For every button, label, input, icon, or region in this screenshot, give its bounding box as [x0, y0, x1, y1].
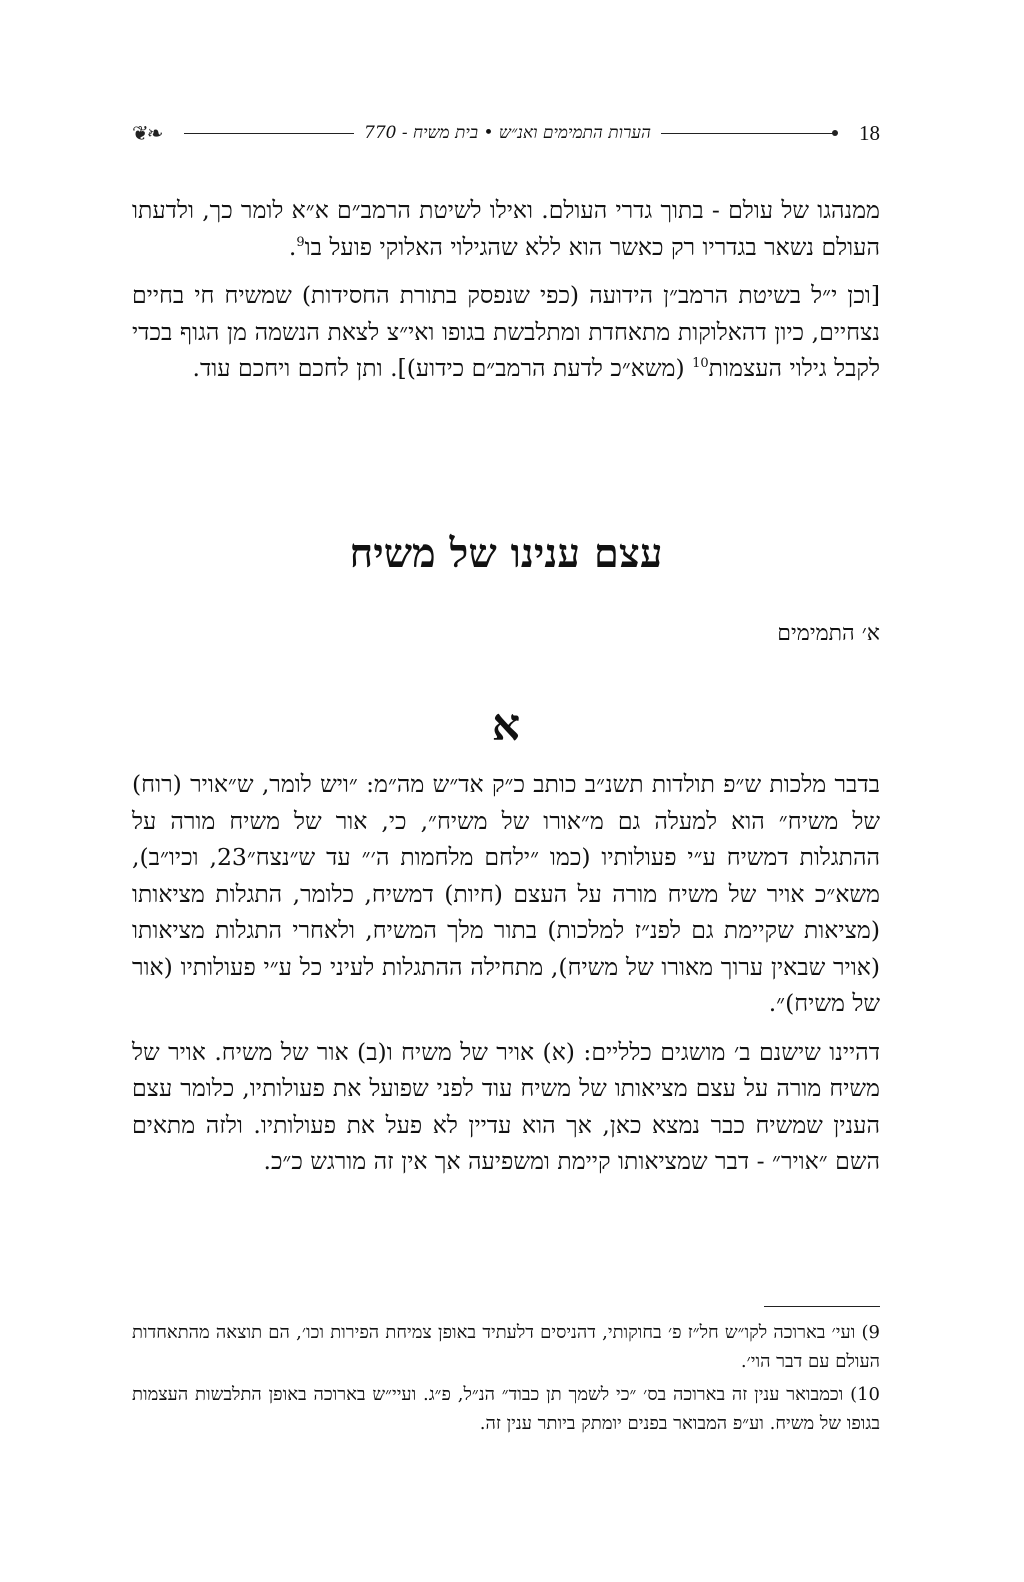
- footnote-divider: [764, 1306, 880, 1307]
- page-number: 18: [859, 120, 880, 145]
- footnote-10: 10) וכמבואר ענין זה בארוכה בס׳ ״כי לשמך תן כבוד״ הנ״ל, פ״ג. ועיי״ש בארוכה באופן התלבשות העצמות בגופו של משיח. וע״פ המבואר בפנים יומתק ביותר ענין זה.: [132, 1384, 880, 1434]
- section-author: א׳ התמימים: [777, 621, 880, 646]
- intro-text: [132, 192, 880, 387]
- footnote-9: 9) ועי׳ בארוכה לקו״ש חל״ז פ׳ בחוקותי, דהניסים דלעתיד באופן צמיחת הפירות וכו׳, הם תוצאה מהתאחדות העולם עם דבר הוי׳.: [132, 1322, 880, 1372]
- ornament-icon: ❦❧: [132, 121, 162, 145]
- body-paragraph-2: דהיינו שישנם ב׳ מושגים כלליים: (א) אויר של משיח ו(ב) אור של משיח. אויר של משיח מורה על עצם מציאותו של משיח עוד לפני שפועל את פעולותיו, כלומר עצם הענין שמשיח כבר נמצא כאן, אך הוא עדיין לא פעל את פעולותיו. ולזה מתאים השם ״אויר״ - דבר שמציאותו קיימת ומשפיעה אך אין זה מורגש כ״כ.: [132, 1037, 880, 1175]
- body-text: [132, 766, 880, 1180]
- bullet-icon: [832, 130, 838, 136]
- section-letter: א: [491, 700, 521, 751]
- running-header: [132, 118, 880, 148]
- footnote-ref-10[interactable]: 10: [692, 356, 709, 372]
- footnote-ref-9[interactable]: 9: [296, 234, 305, 250]
- intro-paragraph-1: ממנהגו של עולם - בתוך גדרי העולם. ואילו לשיטת הרמב״ם א״א לומר כך, ולדעתו העולם נשאר בגדריו רק כאשר הוא ללא שהגילוי האלוקי פועל בו$^9$.: [132, 196, 880, 261]
- body-paragraph-1: בדבר מלכות ש״פ תולדות תשנ״ב כותב כ״ק אד״ש מה״מ: ״ויש לומר, ש״אויר (רוח) של משיח״ הוא למעלה גם מ״אורו של משיח״, כי, אור של משיח מורה על ההתגלות דמשיח ע״י פעולותיו (כמו ״ילחם מלחמות ה׳״ עד ש״נצח״23, וכיו״ב), משא״כ אויר של משיח מורה על העצם (חיות) דמשיח, כלומר, התגלות מציאותו (מציאות שקיימת גם לפנ״ז למלכות) בתור מלך המשיח, ולאחרי התגלות מציאותו (אויר שבאין ערוך מאורו של משיח), מתחילה ההתגלות לעיני כל ע״י פעולותיו (אור של משיח)״.: [132, 770, 880, 1017]
- footnotes: [132, 1318, 880, 1442]
- running-title: הערות התמימים ואנ״ש • בית משיח - 770: [364, 123, 651, 143]
- section-title: עצם ענינו של משיח: [349, 530, 663, 577]
- intro-paragraph-2: [וכן י״ל בשיטת הרמב״ן הידועה (כפי שנפסק בתורת החסידות) שמשיח חי בחיים נצחיים, כיון דהאלוקות מתאחדת ומתלבשת בגופו ואי״צ לצאת הנשמה מן הגוף בכדי לקבל גילוי העצמות$^{10}$ (משא״כ לדעת הרמב״ם כידוע)]. ותן לחכם ויחכם עוד.: [132, 281, 880, 382]
- header-rule-left: [184, 133, 354, 134]
- header-rule-right: [661, 133, 834, 134]
